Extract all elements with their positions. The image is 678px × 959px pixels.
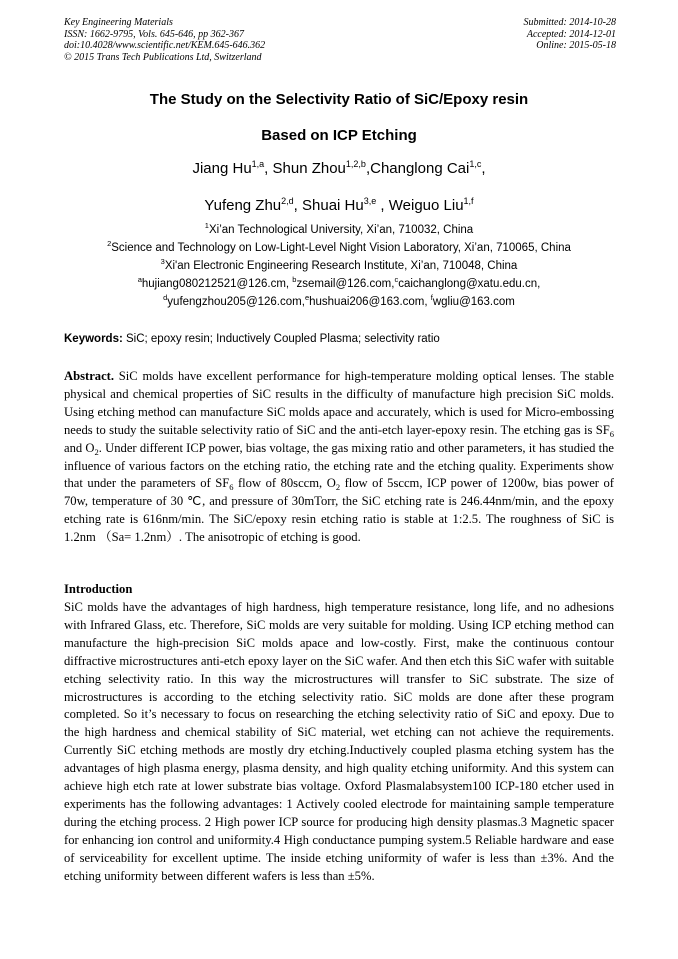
- affil-mark: 2: [107, 239, 112, 248]
- author-name: Shuai Hu: [302, 197, 364, 214]
- affil-mark: 1: [204, 221, 209, 230]
- affiliation-3: [0, 257, 678, 275]
- keywords: [64, 333, 440, 345]
- authors-line-1: [0, 160, 678, 177]
- issn-line: ISSN: 1662-9795, Vols. 645-646, pp 362-367: [64, 28, 244, 40]
- copyright-line: © 2015 Trans Tech Publications Ltd, Switzerland: [64, 51, 262, 63]
- author-affil-mark: 3,e: [363, 196, 377, 206]
- affil-text: Xi'an Electronic Engineering Research Institute, Xi’an, 710048, China: [164, 260, 518, 272]
- keywords-text: SiC; epoxy resin; Inductively Coupled Plasma; selectivity ratio: [122, 333, 440, 345]
- abstract-text: and O: [64, 440, 95, 455]
- author-separator: ,: [293, 197, 303, 214]
- author-separator: ,: [365, 160, 371, 177]
- author-name: Shun Zhou: [272, 160, 346, 177]
- abstract-text: flow of 80sccm, O: [233, 476, 336, 491]
- email-e[interactable]: hushuai206@163.com,: [309, 296, 431, 308]
- accepted-date: Accepted: 2014-12-01: [526, 28, 616, 40]
- authors-line-2: [0, 197, 678, 214]
- author-separator: ,: [376, 197, 389, 214]
- author-affil-mark: 1,c: [469, 159, 482, 169]
- email-b[interactable]: zsemail@126.com,: [296, 278, 395, 290]
- subscript: 6: [229, 482, 234, 493]
- email-mark: e: [304, 293, 310, 302]
- introduction-text: SiC molds have the advantages of high hardness, high temperature resistance, long life, and no adhesions with Infrared Glass, etc. Therefore, SiC molds are very suitable for molding. Using ICP etching method can manufacture the high-precision SiC molds apace and low-costly. First, make the continuous contour diffractive microstructures anti-etch epoxy layer on the SiC wafer. And then etch this SiC wafer with suitable etching selectivity ratio. In this way the microstructures will transfer to SiC substrate. The size of microstructures is according to the etching selectivity ratio. SiC molds are done after these program completed. So it’s necessary to focus on researching the etching selectivity ratio of SiC and epoxy. Due to the high hardness and chemical stability of SiC material, wet etching can not achieve the requirements. Currently SiC etching methods are mostly dry etching.Inductively coupled plasma etching system has the advantages of high plasma energy, plasma density, and high quality etching uniformity. And this system can achieve high etch rate at lower substrate bias voltage. Oxford Plasmalabsystem100 ICP-180 etcher used in experiments has the following advantages: 1 Actively cooled electrode for maintaining sample temperature during the etching process. 2 High power ICP source for producing high density plasmas.3 Magnetic spacer for enhancing ion control and uniformity.4 High conductance pumping system.5 Reliable hardware and ease of serviceability for excellent uptime. The inside etching uniformity of wafer is less than ±3%. And the etching uniformity between different wafers is less than ±5%.: [64, 600, 614, 883]
- journal-info: [64, 17, 265, 63]
- affil-text: Science and Technology on Low-Light-Level Night Vision Laboratory, Xi’an, 710065, China: [111, 242, 571, 254]
- author-affil-mark: 1,2,b: [345, 159, 366, 169]
- submitted-date: Submitted: 2014-10-28: [523, 17, 616, 28]
- abstract-text: . Under different ICP power, bias voltage, the gas mixing ratio and other parameters, it has studied the influence of various factors on the etching ratio, the etching rate and the etching quality. Experiments show that under the parameters of SF: [64, 440, 615, 491]
- emails-line-1: [0, 275, 678, 293]
- email-d[interactable]: yufengzhou205@126.com,: [167, 296, 305, 308]
- author-name: Jiang Hu: [192, 160, 252, 177]
- affiliation-2: [0, 239, 678, 257]
- author-separator: ,: [264, 160, 273, 177]
- journal-name: Key Engineering Materials: [64, 17, 173, 28]
- author-separator: ,: [481, 160, 486, 177]
- submission-dates: [524, 17, 617, 52]
- introduction-heading: Introduction: [64, 582, 133, 596]
- author-affil-mark: 2,d: [281, 196, 294, 206]
- emails-line-2: [0, 293, 678, 311]
- subscript: 6: [609, 428, 614, 439]
- email-mark: c: [394, 275, 399, 284]
- paper-title-line-2: Based on ICP Etching: [261, 127, 417, 144]
- affil-mark: 3: [160, 257, 165, 266]
- online-date: Online: 2015-05-18: [536, 40, 616, 51]
- subscript: 2: [94, 446, 99, 457]
- abstract: [64, 368, 614, 547]
- author-affil-mark: 1,f: [463, 196, 474, 206]
- email-mark: b: [292, 275, 297, 284]
- affiliation-1: [0, 221, 678, 239]
- author-affil-mark: 1,a: [251, 159, 265, 169]
- author-name: Changlong Cai: [370, 160, 470, 177]
- keywords-label: Keywords:: [64, 333, 123, 345]
- email-mark: f: [430, 293, 433, 302]
- author-name: Weiguo Liu: [388, 197, 464, 214]
- doi-line: doi:10.4028/www.scientific.net/KEM.645-646.362: [64, 40, 266, 51]
- abstract-text: flow of 5sccm, ICP power of 1200w, bias power of 70w, temperature of 30 ℃, and pressure of 30mTorr, the SiC etching rate is 246.44nm/min, and the epoxy etching rate is 616nm/min. The SiC/epoxy resin etching ratio is stable at 1:2.5. The roughness of SiC is 1.2nm （Sa= 1.2nm）. The anisotropic of etching is good.: [64, 476, 614, 545]
- email-c[interactable]: caichanglong@xatu.edu.cn,: [398, 278, 541, 290]
- email-mark: a: [137, 275, 142, 284]
- email-a[interactable]: hujiang080212521@126.cm,: [141, 278, 293, 290]
- email-f[interactable]: wgliu@163.com: [432, 296, 515, 308]
- email-mark: d: [163, 293, 168, 302]
- paper-title-line-1: The Study on the Selectivity Ratio of SiC/Epoxy resin: [149, 91, 529, 108]
- abstract-label: Abstract.: [64, 369, 115, 383]
- author-name: Yufeng Zhu: [204, 197, 282, 214]
- subscript: 2: [335, 482, 341, 493]
- affil-text: Xi’an Technological University, Xi’an, 710032, China: [208, 224, 474, 236]
- abstract-text: SiC molds have excellent performance for high-temperature molding optical lenses. The stable physical and chemical properties of SiC results in the difficulty of manufacture high precision SiC molds. Using etching method can manufacture SiC molds apace and accurately, which is used for Micro-embossing needs to study the suitable selectivity ratio of SiC and the anti-etch layer-epoxy resin. The etching gas is SF: [64, 369, 614, 437]
